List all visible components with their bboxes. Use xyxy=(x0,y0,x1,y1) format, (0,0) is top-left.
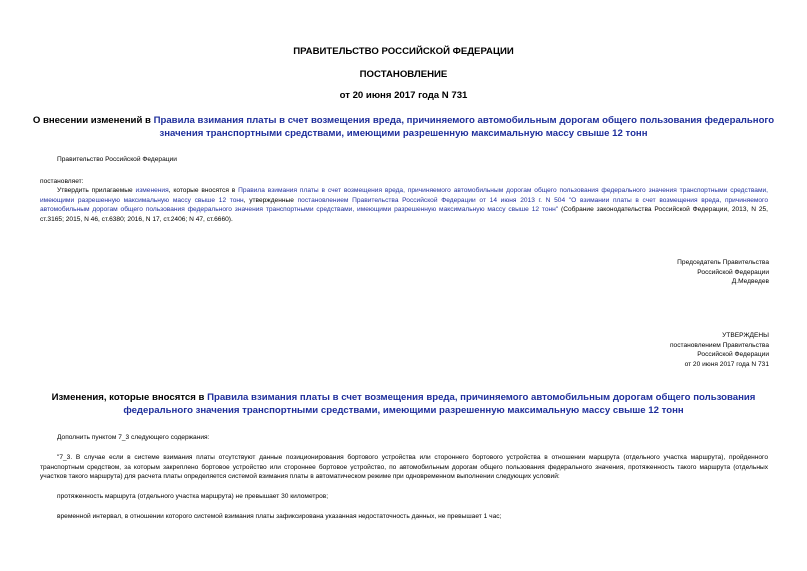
approved-block xyxy=(670,331,769,369)
approved-by: постановлением Правительства xyxy=(669,341,769,349)
paragraph-approve xyxy=(40,186,768,224)
signature-country: Российской Федерации xyxy=(697,268,769,276)
approve-text-c: , утвержденные xyxy=(243,196,298,204)
signature-name: Д.Медведев xyxy=(731,278,769,286)
resolves-line: постановляет: xyxy=(40,178,84,185)
approve-text-b: , которые вносятся в xyxy=(168,187,239,194)
changes-link[interactable]: изменения xyxy=(135,187,169,194)
approved-label: УТВЕРЖДЕНЫ xyxy=(722,332,769,339)
changes-title xyxy=(30,392,777,417)
approved-date: от 20 июня 2017 года N 731 xyxy=(684,360,769,368)
resolution-504-link[interactable]: постановлением Правительства Российской Федерации от 14 июня 2013 г. N 504 "О взимании платы в счет возмещения вреда, причиняемого автомобильным дорогам общего пользования федерального значения транспортными средствами, имеющими разрешенную максимальную массу свыше 12 тонн" xyxy=(40,196,768,214)
document-type: ПОСТАНОВЛЕНИЕ xyxy=(359,69,448,80)
approve-text-a: Утвердить прилагаемые xyxy=(57,187,136,194)
document-date-number: от 20 июня 2017 года N 731 xyxy=(339,90,468,101)
paragraph-7-3: "7_3. В случае если в системе взимания платы отсутствуют данные позиционирования бортового устройства или стороннего бортового устройства в отношении маршрута (отдельного участка маршрута), пройденного транспортным средством, за которым закреплено бортовое устройство или стороннее бортовое устройство, по автомобильным дорогам общего пользования федерального значения, протяженность такого маршрута (отдельных участков такого маршрута) для расчета платы определяется системой взимания платы в автоматическом режиме при одновременном выполнении следующих условий: xyxy=(40,454,768,481)
document-title xyxy=(30,115,777,140)
title-prefix: О внесении изменений в xyxy=(32,115,154,126)
changes-intro: Дополнить пунктом 7_3 следующего содержания: xyxy=(57,434,210,441)
government-heading: ПРАВИТЕЛЬСТВО РОССИЙСКОЙ ФЕДЕРАЦИИ xyxy=(293,46,514,57)
approved-country: Российской Федерации xyxy=(697,351,769,359)
approve-text-d: (Собрание законодательства Российской Федерации, 2013, N 25, ст.3165; 2015, N 46, ст.6380; 2016, N 17, ст.2406; N 47, ст.6660). xyxy=(40,206,768,223)
rules-link-2[interactable]: Правила взимания платы в счет возмещения вреда, причиняемого автомобильным дорогам общего пользования федерального значения транспортными средствами, имеющими разрешенную максимальную массу свыше 12 тонн xyxy=(40,187,768,204)
changes-rules-link[interactable]: Правила взимания платы в счет возмещения вреда, причиняемого автомобильным дорогам общего пользования федерального значения транспортными средствами, имеющими разрешенную максимальную массу свыше 12 тонн xyxy=(123,392,756,416)
changes-title-prefix: Изменения, которые вносятся в xyxy=(51,392,208,403)
signature-title: Председатель Правительства xyxy=(677,259,769,266)
condition-2: временной интервал, в отношении которого системой взимания платы зафиксирована указанная недостаточность данных, не превышает 1 час; xyxy=(57,513,502,520)
rules-link[interactable]: Правила взимания платы в счет возмещения вреда, причиняемого автомобильным дорогам общего пользования федерального значения транспортными средствами, имеющими разрешенную максимальную массу свыше 12 тонн xyxy=(153,115,775,139)
signature-block xyxy=(677,258,769,287)
government-line: Правительство Российской Федерации xyxy=(57,156,177,163)
condition-1: протяженность маршрута (отдельного участка маршрута) не превышает 30 километров; xyxy=(57,493,329,500)
